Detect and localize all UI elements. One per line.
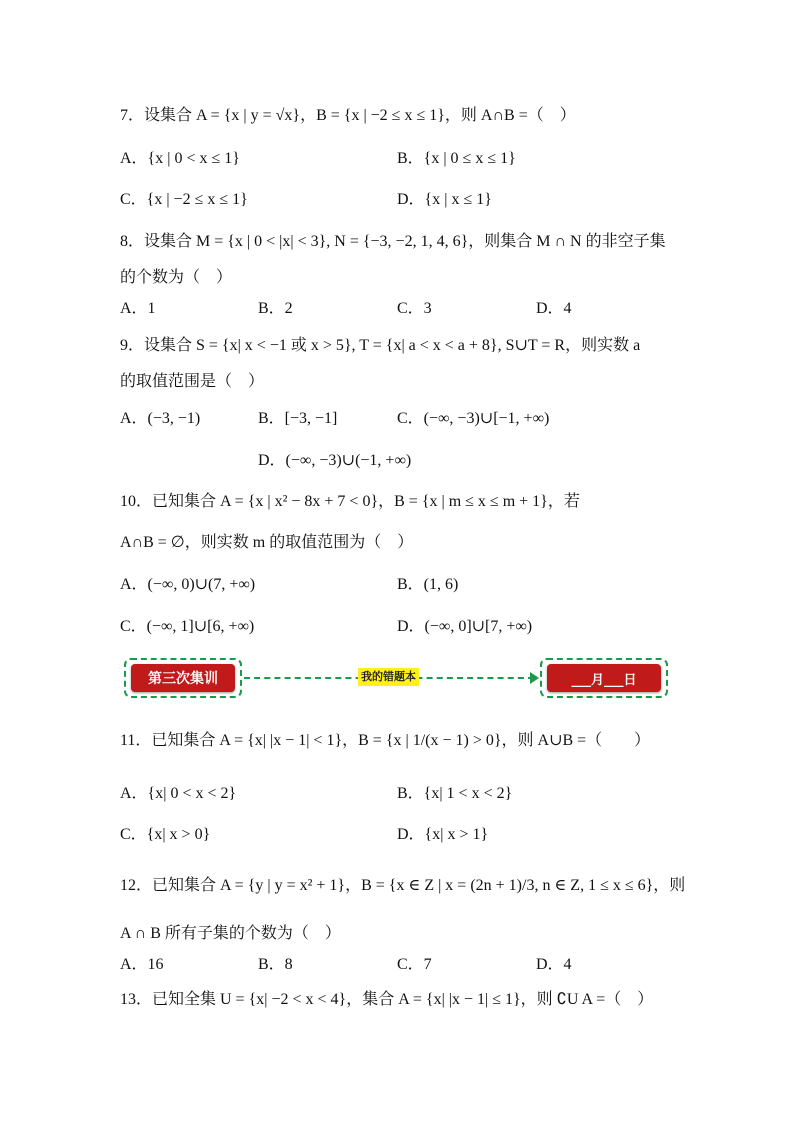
- q8-option-b[interactable]: B．2: [258, 300, 293, 317]
- q10-option-c[interactable]: C．(−∞, 1]∪[6, +∞): [120, 618, 255, 635]
- q8-option-d[interactable]: D．4: [536, 300, 572, 317]
- section-banner: [120, 656, 668, 700]
- q7-option-a[interactable]: A．{x | 0 < x ≤ 1}: [120, 150, 240, 167]
- q12-stem-cont: A ∩ B 所有子集的个数为（ ）: [120, 925, 341, 942]
- session-label-box: [124, 658, 242, 698]
- q11-stem: 11．已知集合 A = {x| |x − 1| < 1}，B = {x | 1/(x − 1) > 0}，则 A∪B =（ ）: [120, 732, 651, 749]
- q12-option-c[interactable]: C．7: [397, 956, 432, 973]
- q12-stem: 12．已知集合 A = {y | y = x² + 1}，B = {x ∈ Z | x = (2n + 1)/3, n ∈ Z, 1 ≤ x ≤ 6}，则: [120, 877, 686, 894]
- arrow-right-icon: [530, 672, 539, 684]
- q7-stem: 7．设集合 A = {x | y = √x}，B = {x | −2 ≤ x ≤ 1}，则 A∩B =（ ）: [120, 107, 576, 124]
- q11-option-b[interactable]: B．{x| 1 < x < 2}: [397, 785, 513, 802]
- q10-option-a[interactable]: A．(−∞, 0)∪(7, +∞): [120, 576, 256, 593]
- q13-stem: 13．已知全集 U = {x| −2 < x < 4}，集合 A = {x| |x − 1| ≤ 1}，则 ∁U A =（ ）: [120, 991, 654, 1008]
- q12-option-a[interactable]: A．16: [120, 956, 164, 973]
- q11-option-c[interactable]: C．{x| x > 0}: [120, 826, 211, 843]
- session-label: 第三次集训: [131, 664, 235, 692]
- q7-option-b[interactable]: B．{x | 0 ≤ x ≤ 1}: [397, 150, 516, 167]
- q8-option-c[interactable]: C．3: [397, 300, 432, 317]
- q9-stem-cont: 的取值范围是（ ）: [120, 373, 265, 390]
- q11-option-a[interactable]: A．{x| 0 < x < 2}: [120, 785, 237, 802]
- q8-option-a[interactable]: A．1: [120, 300, 156, 317]
- q11-option-d[interactable]: D．{x| x > 1}: [397, 826, 489, 843]
- q8-stem-cont: 的个数为（ ）: [120, 269, 233, 286]
- q9-option-a[interactable]: A．(−3, −1): [120, 410, 201, 427]
- q10-stem: 10．已知集合 A = {x | x² − 8x + 7 < 0}，B = {x | m ≤ x ≤ m + 1}，若: [120, 493, 580, 510]
- q10-option-b[interactable]: B．(1, 6): [397, 576, 459, 593]
- q12-option-b[interactable]: B．8: [258, 956, 293, 973]
- q10-option-d[interactable]: D．(−∞, 0]∪[7, +∞): [397, 618, 533, 635]
- q9-option-c[interactable]: C．(−∞, −3)∪[−1, +∞): [397, 410, 550, 427]
- q7-option-c[interactable]: C．{x | −2 ≤ x ≤ 1}: [120, 191, 248, 208]
- q9-stem: 9．设集合 S = {x| x < −1 或 x > 5}, T = {x| a < x < a + 8}, S∪T = R，则实数 a: [120, 337, 641, 354]
- q7-option-d[interactable]: D．{x | x ≤ 1}: [397, 191, 492, 208]
- mistakes-notebook-tag: 我的错题本: [358, 668, 419, 686]
- date-box: [540, 658, 668, 698]
- date-label: ___月___日: [547, 664, 661, 692]
- q9-option-b[interactable]: B．[−3, −1]: [258, 410, 338, 427]
- q9-option-d[interactable]: D．(−∞, −3)∪(−1, +∞): [258, 452, 412, 469]
- q10-stem-cont: A∩B = ∅，则实数 m 的取值范围为（ ）: [120, 534, 414, 551]
- q8-stem: 8．设集合 M = {x | 0 < |x| < 3}, N = {−3, −2, 1, 4, 6}，则集合 M ∩ N 的非空子集: [120, 233, 666, 250]
- q12-option-d[interactable]: D．4: [536, 956, 572, 973]
